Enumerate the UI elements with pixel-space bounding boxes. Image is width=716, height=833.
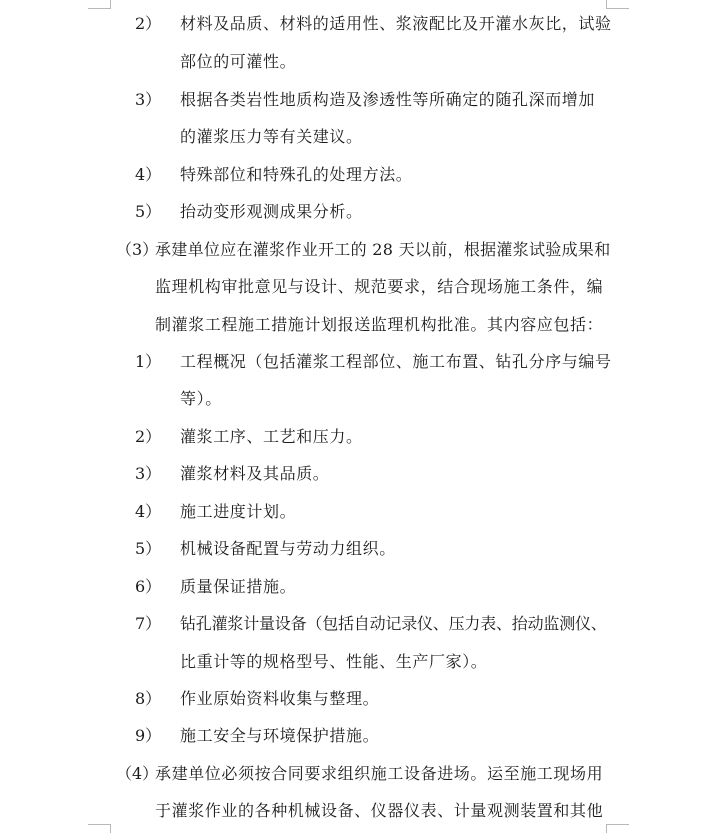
text-line: 比重计等的规格型号、性能、生产厂家）。: [180, 652, 488, 671]
item-number: 1）: [135, 352, 162, 371]
text-line: 承建单位必须按合同要求组织施工设备进场。运至施工现场用: [155, 764, 604, 783]
text-line: 工程概况（包括灌浆工程部位、施工布置、钻孔分序与编号: [180, 352, 612, 371]
text-line: 抬动变形观测成果分析。: [180, 202, 363, 221]
item-number: 2）: [135, 14, 162, 33]
text-line: 根据各类岩性地质构造及渗透性等所确定的随孔深而增加: [180, 90, 596, 109]
item-number: 4）: [135, 502, 162, 521]
item-number: 2）: [135, 427, 162, 446]
text-line: 监理机构审批意见与设计、规范要求，结合现场施工条件，编: [155, 277, 604, 296]
page-corner-mark: [88, 0, 111, 9]
text-line: 机械设备配置与劳动力组织。: [180, 539, 396, 558]
text-line: 作业原始资料收集与整理。: [180, 689, 380, 708]
section-number: （4）: [116, 764, 159, 783]
text-line: 特殊部位和特殊孔的处理方法。: [180, 165, 413, 184]
text-line: 的灌浆压力等有关建议。: [180, 127, 363, 146]
text-line: 灌浆工序、工艺和压力。: [180, 427, 363, 446]
text-line: 施工安全与环境保护措施。: [180, 726, 380, 745]
item-number: 3）: [135, 90, 162, 109]
text-line: 灌浆材料及其品质。: [180, 464, 330, 483]
text-line: 钻孔灌浆计量设备（包括自动记录仪、压力表、抬动监测仪、: [180, 614, 607, 633]
item-number: 7）: [135, 614, 162, 633]
text-line: 材料及品质、材料的适用性、浆液配比及开灌水灰比，试验: [180, 14, 612, 33]
text-line: 施工进度计划。: [180, 502, 297, 521]
item-number: 5）: [135, 202, 162, 221]
section-number: （3）: [116, 240, 159, 259]
text-line: 于灌浆作业的各种机械设备、仪器仪表、计量观测装置和其他: [155, 801, 604, 820]
text-line: 等）。: [180, 389, 222, 408]
item-number: 5）: [135, 539, 162, 558]
text-line: 部位的可灌性。: [180, 52, 297, 71]
text-line: 承建单位应在灌浆作业开工的 28 天以前，根据灌浆试验成果和: [155, 240, 611, 259]
item-number: 8）: [135, 689, 162, 708]
text-line: 质量保证措施。: [180, 577, 297, 596]
item-number: 3）: [135, 464, 162, 483]
text-line: 制灌浆工程施工措施计划报送监理机构批准。其内容应包括：: [155, 315, 604, 334]
item-number: 6）: [135, 577, 162, 596]
item-number: 9）: [135, 726, 162, 745]
item-number: 4）: [135, 165, 162, 184]
page-corner-mark: [606, 0, 629, 9]
